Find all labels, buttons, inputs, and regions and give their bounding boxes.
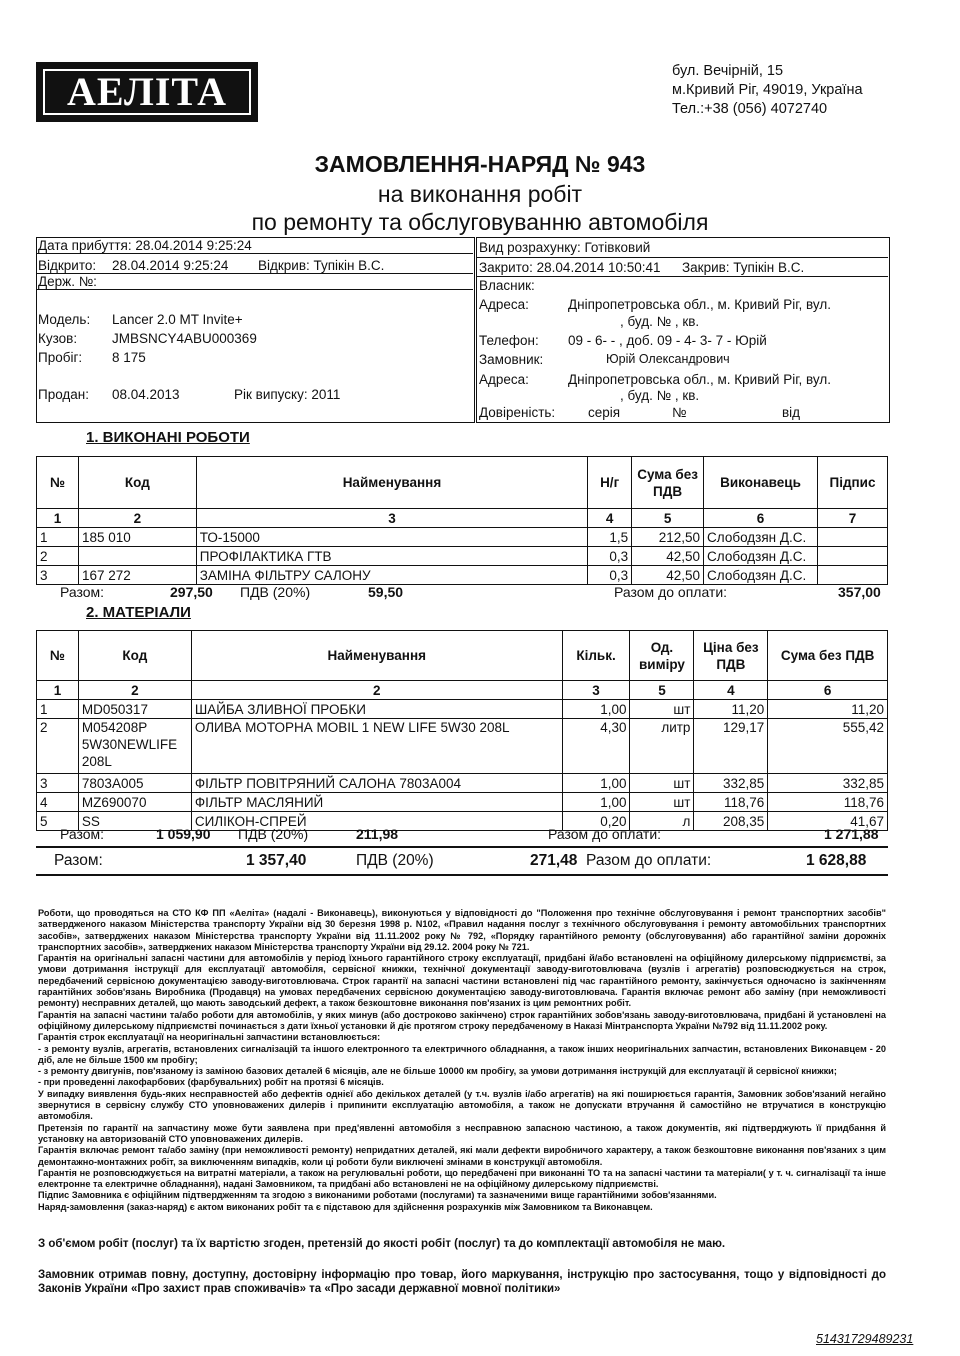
document-title: ЗАМОВЛЕННЯ-НАРЯД № 943 (314, 151, 646, 177)
customer-address-line2: , буд. № , кв. (620, 388, 700, 403)
address-city: м.Кривий Ріг, 49019, Україна (672, 82, 863, 98)
grand-vat-label: ПДВ (20%) (356, 852, 434, 869)
phone-label: Телефон: (479, 333, 539, 348)
table-row: 4 MZ690070 ФІЛЬТР МАСЛЯНИЙ 1,00 шт 118,76 118,76 (37, 793, 888, 812)
materials-col-sum: Сума без ПДВ (768, 631, 888, 681)
grand-total-divider-bottom (36, 874, 888, 876)
works-heading: 1. ВИКОНАНІ РОБОТИ (86, 429, 250, 446)
mileage-label: Пробіг: (38, 350, 83, 365)
closed-date: Закрито: 28.04.2014 10:50:41 (479, 260, 661, 275)
terms-paragraph: Роботи, що проводяться на СТО КФ ПП «Аеліта» (надалі - Виконавець), виконуються у відповідності до "Положення про технічне обслуговування і ремонт транспортних засобів" затвердженого наказом Міністерства транспорту України від 30 березня 1998 р. N102, «Правил надання послуг з технічного обслуговування і ремонту автомобільних транспортних засобів», затверджених наказом Міністерства транспорту України від 11.11.2002 року № 792, «Порядку гарантійного ремонту (обслуговування) або гарантійної заміни дорожніх транспортних засобів», затверджених наказом Міністерства транспорту України від 29.12. 2004 року № 721. (38, 908, 886, 952)
materials-pay-label: Разом до оплати: (548, 826, 662, 842)
materials-number-row: 1 2 2 3 5 4 6 (37, 681, 888, 700)
works-col-signature: Підпис (817, 457, 887, 509)
closed-by: Закрив: Тупікін В.С. (682, 260, 805, 275)
grand-pay-label: Разом до оплати: (586, 852, 712, 869)
materials-col-name: Найменування (191, 631, 562, 681)
proxy-date: від (782, 405, 801, 420)
materials-table (36, 630, 888, 831)
body-label: Кузов: (38, 331, 78, 346)
grand-total-divider (36, 846, 888, 848)
model-value: Lancer 2.0 MT Invite+ (112, 312, 243, 327)
terms-paragraph: Гарантія включає ремонт та/або заміну (при неможливості ремонту) непридатних деталей, які мали дефекти виробничого характеру, а також безкоштовне виконання пов'язаних з цим демонтажно-монтажних робіт, за виключенням випадків, коли ці роботи були виключені змінами в конструкції автомобіля. (38, 1145, 886, 1167)
table-row: 5 SS СИЛІКОН-СПРЕЙ 0,20 л 208,35 41,67 (37, 812, 888, 831)
terms-paragraph: Гарантія на запасні частини та/або роботи для автомобілів, у яких минув (або достроково закінчено) строк гарантійних зобов'язань заводу-виготовлювача, придбані й установлені на офіційному дилерському підприємстві починається з дати їхньої установки й діє протягом строку передбаченому в Наказі Мінтранспорта України №792 від 11.11.2002 року. (38, 1009, 886, 1031)
arrival-date: Дата прибуття: 28.04.2014 9:25:24 (38, 238, 252, 253)
grand-total-label: Разом: (54, 852, 103, 869)
year-of-manufacture: Рік випуску: 2011 (234, 387, 341, 402)
table-row: 2 M054208P 5W30NEWLIFE 208L ОЛИВА МОТОРНА MOBIL 1 NEW LIFE 5W30 208L 4,30 литр 129,17 555,42 (37, 719, 888, 774)
works-pay: 357,00 (838, 584, 881, 600)
terms-paragraph: - з ремонту вузлів, агрегатів, встановлених сигналізацій та іншого електронного та електричного обладнання, а також інших неоригінальних запчастин, встановлених Виконавцем - 20 діб, але не більше 1500 км пробігу; (38, 1043, 886, 1065)
agreement-statement: З об'ємом робіт (послуг) та їх вартістю згоден, претензій до якості робіт (послуг) та до комплектації автомобіля не маю. (38, 1238, 726, 1250)
terms-paragraph: Гарантія на оригінальні запасні частини для автомобілів у період їхнього гарантійного строку експлуатації, придбані й/або встановлені на офіційному дилерському підприємстві, за умови дотримання інструкції для експлуатації автомобіля, сервісної книжки, технічної документації заводу-виготовлювача (вузлів і агрегатів) розповсюджується на строк, передбачений сервісною документацією заводу-виготовлювача. Строк гарантії на запасні частини встановлені під час гарантійного ремонту, закінчується одночасно із закінченням гарантійних зобов'язань Виробника (Продавця) на умовах передбачених сервісною документацією заводу-виготовлювача. Гарантія включає ремонт або заміну (при неможливості ремонту) несправних деталей, що мають заводський дефект, а також безкоштовне виконання пов'язаних із цим ремонтних робіт. (38, 953, 886, 1009)
terms-paragraph: Претензія по гарантії на запчастину може бути заявлена при пред'явленні автомобіля з несправною запасною частиною, а також документів, які підтверджують її придбання й установку на авторизованій СТО уповноважених дилерів. (38, 1122, 886, 1144)
company-address (672, 62, 863, 119)
materials-vat-label: ПДВ (20%) (238, 826, 309, 842)
terms-paragraph: Гарантія строк експлуатації на неоригінальні запчастини встановлюється: (38, 1032, 381, 1043)
consumer-statement: Замовник отримав повну, доступну, достовірну інформацію про товар, його маркування, інструкцію про застосування, тощо у відповідності до Законів України «Про захист прав споживачів» та «Про засади державної мовної політики» (38, 1269, 886, 1295)
terms-paragraph: Наряд-замовлення (заказ-наряд) є актом виконаних робіт та є підставою для здійснення розрахунків між Замовником та Виконавцем. (38, 1201, 653, 1212)
works-vat-label: ПДВ (20%) (240, 584, 311, 600)
works-number-row: 1 2 3 4 5 6 7 (37, 509, 888, 528)
works-col-sum: Сума без ПДВ (632, 457, 704, 509)
materials-total-label: Разом: (60, 826, 105, 842)
address-street: бул. Вечірній, 15 (672, 63, 784, 79)
logo-text: АЕЛІТА (43, 69, 251, 115)
owner-address-label: Адреса: (479, 297, 529, 312)
proxy-label: Довіреність: (479, 405, 556, 420)
materials-col-num: № (37, 631, 79, 681)
owner-address-line1: Дніпропетровська обл., м. Кривий Ріг, вул. (568, 297, 831, 312)
works-col-executor: Виконавець (704, 457, 818, 509)
proxy-series: серія (588, 405, 621, 420)
works-col-name: Найменування (196, 457, 587, 509)
works-pay-label: Разом до оплати: (614, 584, 728, 600)
terms-paragraph: Підпис Замовника є офіційним підтвердженням та згодою з виконаними роботами (послугами) та зазначеними вище гарантійними зобов'язаннями. (38, 1190, 717, 1201)
sold-value: 08.04.2013 (112, 387, 180, 402)
works-total: 297,50 (170, 584, 213, 600)
works-total-label: Разом: (60, 584, 105, 600)
materials-col-qty: Кільк. (562, 631, 630, 681)
customer-address-label: Адреса: (479, 372, 529, 387)
table-row: 3 7803A005 ФІЛЬТР ПОВІТРЯНИЙ САЛОНА 7803A004 1,00 шт 332,85 332,85 (37, 774, 888, 793)
table-row: 3 167 272 ЗАМІНА ФІЛЬТРУ САЛОНУ 0,3 42,50 Слободзян Д.С. (37, 566, 888, 585)
owner-address-line2: , буд. № , кв. (620, 314, 700, 329)
materials-col-price: Ціна без ПДВ (694, 631, 768, 681)
address-phone: Тел.:+38 (056) 4072740 (672, 101, 828, 117)
works-col-code: Код (78, 457, 196, 509)
terms-text (38, 908, 886, 1213)
owner-label: Власник: (479, 278, 535, 293)
materials-pay: 1 271,88 (824, 826, 879, 842)
table-row: 1 MD050317 ШАЙБА ЗЛИВНОЇ ПРОБКИ 1,00 шт 11,20 11,20 (37, 700, 888, 719)
materials-total: 1 059,90 (156, 826, 211, 842)
works-vat: 59,50 (368, 584, 404, 600)
terms-paragraph: - при проведенні лакофарбових (фарбувальних) робіт на протязі 6 місяців. (38, 1077, 384, 1088)
materials-vat: 211,98 (356, 826, 399, 842)
grand-pay: 1 628,88 (806, 852, 867, 869)
terms-paragraph: Гарантія не розповсюджується на витратні матеріали, а також на регулювальні роботи, що передбачені при виконанні ТО та на запасні частини та матеріали( у т. ч. сигналізації та інше електронне та електричне обладнання), надані Замовником, та придбані або встановлені не на офіційному дилерському підприємстві. (38, 1167, 886, 1190)
customer-address-line1: Дніпропетровська обл., м. Кривий Ріг, вул. (568, 372, 831, 387)
opened-value: 28.04.2014 9:25:24 (112, 258, 229, 273)
proxy-number: № (672, 405, 687, 420)
table-row: 2 ПРОФІЛАКТИКА ГТВ 0,3 42,50 Слободзян Д.С. (37, 547, 888, 566)
table-row: 1 185 010 ТО-15000 1,5 212,50 Слободзян Д.С. (37, 528, 888, 547)
opened-by: Відкрив: Тупікін В.С. (258, 258, 385, 273)
document-subtitle-2: по ремонту та обслуговуванню автомобіля (251, 209, 709, 235)
grand-vat: 271,48 (530, 852, 578, 869)
opened-label: Відкрито: (38, 258, 97, 273)
mileage-value: 8 175 (112, 350, 146, 365)
materials-heading: 2. МАТЕРІАЛИ (86, 604, 191, 621)
works-col-num: № (37, 457, 79, 509)
body-value: JMBSNCY4ABU000369 (112, 331, 257, 346)
document-subtitle-1: на виконання робіт (377, 181, 583, 207)
company-logo (36, 62, 258, 122)
works-table (36, 456, 888, 585)
payment-type: Вид розрахунку: Готівковий (479, 240, 651, 255)
grand-total: 1 357,40 (246, 852, 307, 869)
terms-paragraph: - з ремонту двигунів, пов'язаному із заміною базових деталей 6 місяців, але не більше 10000 км пробігу, за умови дотримання інструкцій для експлуатації й сервісної книжки; (38, 1066, 837, 1077)
customer-label: Замовник: (479, 352, 544, 367)
plate-label: Держ. №: (38, 274, 97, 289)
materials-col-unit: Од. виміру (630, 631, 694, 681)
customer-value: Юрій Олександрович (606, 352, 730, 366)
model-label: Модель: (38, 312, 91, 327)
materials-col-code: Код (78, 631, 191, 681)
sold-label: Продан: (38, 387, 90, 402)
document-number: 51431729489231 (816, 1332, 914, 1346)
phone-value: 09 - 6- - , доб. 09 - 4- 3- 7 - Юрій (568, 333, 767, 348)
terms-paragraph: У випадку виявлення будь-яких несправностей або дефектів однієї або декількох деталей (у т.ч. вузлів і/або агрегатів) на які поширюється гарантія, Замовник зобов'язаний негайно звернутися в сервісну службу СТО уповноважених дилерів і припинити експлуатацію автомобіля, а також не допускати втручання й самостійно не втручатися в конструкцію автомобіля. (38, 1088, 886, 1122)
works-col-hours: Н/г (588, 457, 632, 509)
